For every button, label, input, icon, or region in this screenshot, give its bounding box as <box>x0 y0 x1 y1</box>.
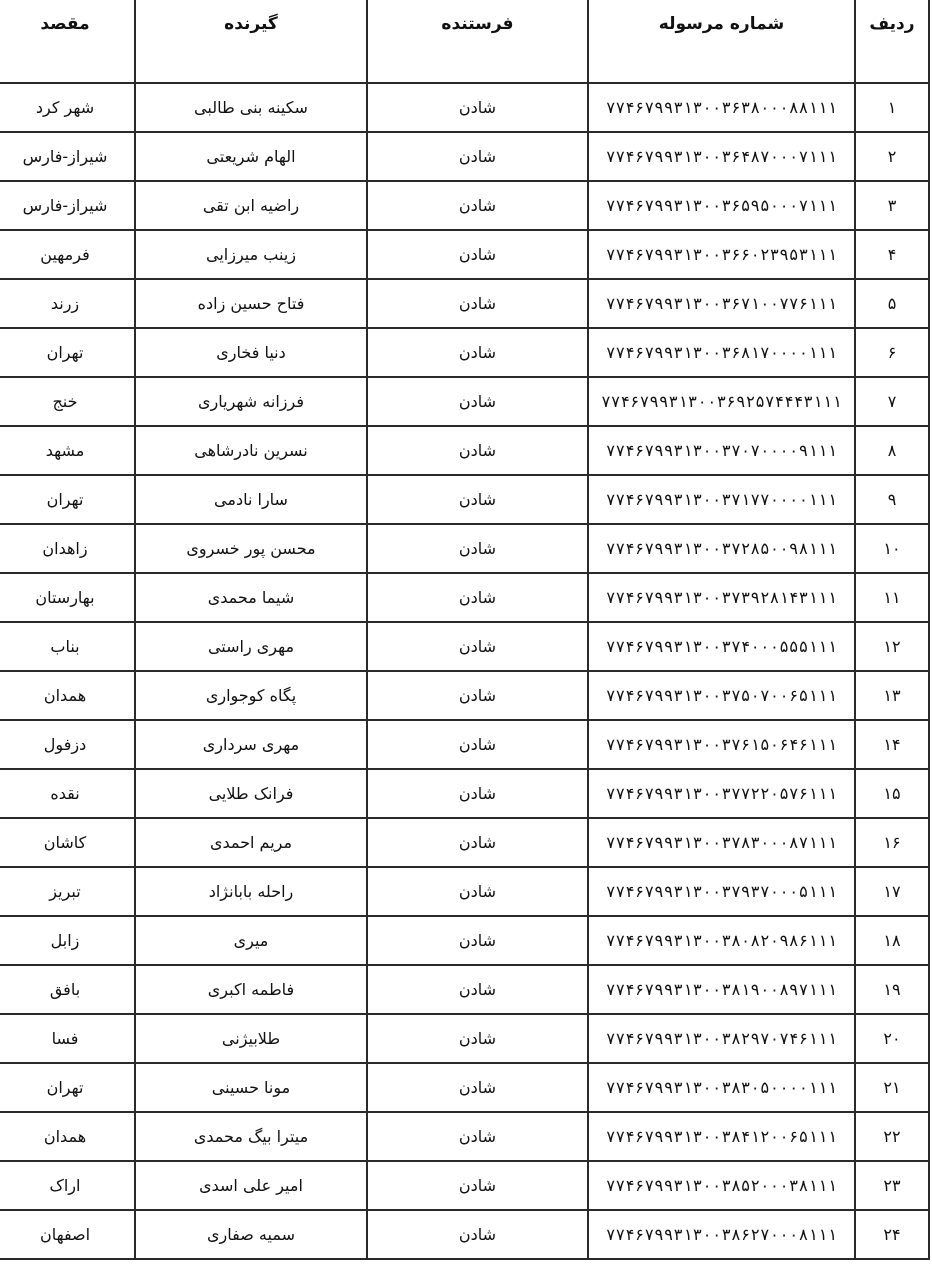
destination-cell: بافق <box>0 965 135 1014</box>
destination-cell: نقده <box>0 769 135 818</box>
tracking-number-cell: ۷۷۴۶۷۹۹۳۱۳۰۰۳۸۳۰۵۰۰۰۰۱۱۱ <box>588 1063 855 1112</box>
recipient-cell: میری <box>135 916 367 965</box>
tracking-number-cell: ۷۷۴۶۷۹۹۳۱۳۰۰۳۷۵۰۷۰۰۶۵۱۱۱ <box>588 671 855 720</box>
table-row <box>0 867 929 916</box>
table-row <box>0 426 929 475</box>
tracking-number-cell: ۷۷۴۶۷۹۹۳۱۳۰۰۳۶۸۱۷۰۰۰۰۱۱۱ <box>588 328 855 377</box>
sender-cell: شادن <box>367 720 588 769</box>
sender-cell: شادن <box>367 622 588 671</box>
recipient-cell: سکینه بنی طالبی <box>135 83 367 132</box>
destination-cell: بناب <box>0 622 135 671</box>
sender-cell: شادن <box>367 524 588 573</box>
destination-cell: فسا <box>0 1014 135 1063</box>
tracking-number-cell: ۷۷۴۶۷۹۹۳۱۳۰۰۳۶۷۱۰۰۷۷۶۱۱۱ <box>588 279 855 328</box>
row-index-cell: ۱۰ <box>855 524 929 573</box>
tracking-number-cell: ۷۷۴۶۷۹۹۳۱۳۰۰۳۸۰۸۲۰۹۸۶۱۱۱ <box>588 916 855 965</box>
tracking-number-cell: ۷۷۴۶۷۹۹۳۱۳۰۰۳۷۸۳۰۰۰۸۷۱۱۱ <box>588 818 855 867</box>
sender-cell: شادن <box>367 573 588 622</box>
destination-cell: شیراز-فارس <box>0 181 135 230</box>
tracking-number-cell: ۷۷۴۶۷۹۹۳۱۳۰۰۳۸۴۱۲۰۰۶۵۱۱۱ <box>588 1112 855 1161</box>
table-row <box>0 1161 929 1210</box>
row-index-cell: ۲۰ <box>855 1014 929 1063</box>
row-index-cell: ۱۵ <box>855 769 929 818</box>
table-row <box>0 328 929 377</box>
tracking-number-cell: ۷۷۴۶۷۹۹۳۱۳۰۰۳۸۲۹۷۰۷۴۶۱۱۱ <box>588 1014 855 1063</box>
recipient-cell: زینب میرزایی <box>135 230 367 279</box>
sender-cell: شادن <box>367 671 588 720</box>
row-index-cell: ۷ <box>855 377 929 426</box>
row-index-cell: ۱۲ <box>855 622 929 671</box>
sender-cell: شادن <box>367 377 588 426</box>
destination-cell: تهران <box>0 328 135 377</box>
tracking-number-cell: ۷۷۴۶۷۹۹۳۱۳۰۰۳۶۹۲۵۷۴۴۴۳۱۱۱ <box>588 377 855 426</box>
tracking-number-cell: ۷۷۴۶۷۹۹۳۱۳۰۰۳۷۳۹۲۸۱۴۳۱۱۱ <box>588 573 855 622</box>
table-row <box>0 916 929 965</box>
tracking-number-cell: ۷۷۴۶۷۹۹۳۱۳۰۰۳۷۹۳۷۰۰۰۵۱۱۱ <box>588 867 855 916</box>
recipient-cell: محسن پور خسروی <box>135 524 367 573</box>
tracking-number-cell: ۷۷۴۶۷۹۹۳۱۳۰۰۳۷۱۷۷۰۰۰۰۱۱۱ <box>588 475 855 524</box>
recipient-cell: نسرین نادرشاهی <box>135 426 367 475</box>
destination-cell: تهران <box>0 1063 135 1112</box>
recipient-cell: دنیا فخاری <box>135 328 367 377</box>
sender-cell: شادن <box>367 769 588 818</box>
recipient-cell: شیما محمدی <box>135 573 367 622</box>
sender-cell: شادن <box>367 279 588 328</box>
destination-cell: همدان <box>0 671 135 720</box>
tracking-number-cell: ۷۷۴۶۷۹۹۳۱۳۰۰۳۶۶۰۲۳۹۵۳۱۱۱ <box>588 230 855 279</box>
destination-cell: اصفهان <box>0 1210 135 1259</box>
tracking-number-cell: ۷۷۴۶۷۹۹۳۱۳۰۰۳۸۵۲۰۰۰۳۸۱۱۱ <box>588 1161 855 1210</box>
sender-cell: شادن <box>367 426 588 475</box>
row-index-cell: ۶ <box>855 328 929 377</box>
tracking-number-cell: ۷۷۴۶۷۹۹۳۱۳۰۰۳۷۶۱۵۰۶۴۶۱۱۱ <box>588 720 855 769</box>
destination-cell: بهارستان <box>0 573 135 622</box>
recipient-cell: سمیه صفاری <box>135 1210 367 1259</box>
recipient-cell: امیر علی اسدی <box>135 1161 367 1210</box>
table-row <box>0 671 929 720</box>
sender-cell: شادن <box>367 328 588 377</box>
destination-cell: زرند <box>0 279 135 328</box>
sender-cell: شادن <box>367 1063 588 1112</box>
row-index-cell: ۵ <box>855 279 929 328</box>
row-index-cell: ۱۳ <box>855 671 929 720</box>
row-index-cell: ۴ <box>855 230 929 279</box>
recipient-cell: راحله بابانژاد <box>135 867 367 916</box>
table-row <box>0 573 929 622</box>
sender-cell: شادن <box>367 230 588 279</box>
row-index-cell: ۲۳ <box>855 1161 929 1210</box>
row-index-cell: ۹ <box>855 475 929 524</box>
recipient-cell: فاطمه اکبری <box>135 965 367 1014</box>
row-index-cell: ۱۴ <box>855 720 929 769</box>
tracking-number-cell: ۷۷۴۶۷۹۹۳۱۳۰۰۳۷۴۰۰۰۵۵۵۱۱۱ <box>588 622 855 671</box>
tracking-number-cell: ۷۷۴۶۷۹۹۳۱۳۰۰۳۷۷۲۲۰۵۷۶۱۱۱ <box>588 769 855 818</box>
header-destination: مقصد <box>0 0 135 83</box>
sender-cell: شادن <box>367 181 588 230</box>
header-row-index: ردیف <box>855 0 929 83</box>
recipient-cell: پگاه کوجواری <box>135 671 367 720</box>
recipient-cell: سارا نادمی <box>135 475 367 524</box>
recipient-cell: فتاح حسین زاده <box>135 279 367 328</box>
table-row <box>0 524 929 573</box>
table-row <box>0 230 929 279</box>
table-row <box>0 132 929 181</box>
destination-cell: مشهد <box>0 426 135 475</box>
tracking-number-cell: ۷۷۴۶۷۹۹۳۱۳۰۰۳۷۲۸۵۰۰۹۸۱۱۱ <box>588 524 855 573</box>
recipient-cell: طلابیژنی <box>135 1014 367 1063</box>
table-row <box>0 769 929 818</box>
sender-cell: شادن <box>367 818 588 867</box>
destination-cell: کاشان <box>0 818 135 867</box>
row-index-cell: ۱۷ <box>855 867 929 916</box>
sender-cell: شادن <box>367 132 588 181</box>
header-row <box>0 0 929 83</box>
row-index-cell: ۲۲ <box>855 1112 929 1161</box>
sender-cell: شادن <box>367 916 588 965</box>
table-row <box>0 720 929 769</box>
sender-cell: شادن <box>367 83 588 132</box>
sender-cell: شادن <box>367 867 588 916</box>
destination-cell: شیراز-فارس <box>0 132 135 181</box>
row-index-cell: ۸ <box>855 426 929 475</box>
table-row <box>0 622 929 671</box>
row-index-cell: ۲۱ <box>855 1063 929 1112</box>
tracking-number-cell: ۷۷۴۶۷۹۹۳۱۳۰۰۳۶۳۸۰۰۰۸۸۱۱۱ <box>588 83 855 132</box>
table-row <box>0 83 929 132</box>
recipient-cell: مهری راستی <box>135 622 367 671</box>
table-row <box>0 1063 929 1112</box>
sender-cell: شادن <box>367 1210 588 1259</box>
destination-cell: اراک <box>0 1161 135 1210</box>
sender-cell: شادن <box>367 1014 588 1063</box>
sender-cell: شادن <box>367 965 588 1014</box>
destination-cell: شهر کرد <box>0 83 135 132</box>
tracking-number-cell: ۷۷۴۶۷۹۹۳۱۳۰۰۳۷۰۷۰۰۰۰۹۱۱۱ <box>588 426 855 475</box>
recipient-cell: فرانک طلایی <box>135 769 367 818</box>
destination-cell: فرمهین <box>0 230 135 279</box>
recipient-cell: مونا حسینی <box>135 1063 367 1112</box>
recipient-cell: راضیه ابن تقی <box>135 181 367 230</box>
destination-cell: تهران <box>0 475 135 524</box>
sender-cell: شادن <box>367 1161 588 1210</box>
sender-cell: شادن <box>367 475 588 524</box>
recipient-cell: مریم احمدی <box>135 818 367 867</box>
row-index-cell: ۱۱ <box>855 573 929 622</box>
table-row <box>0 965 929 1014</box>
tracking-number-cell: ۷۷۴۶۷۹۹۳۱۳۰۰۳۸۱۹۰۰۸۹۷۱۱۱ <box>588 965 855 1014</box>
row-index-cell: ۱۸ <box>855 916 929 965</box>
tracking-number-cell: ۷۷۴۶۷۹۹۳۱۳۰۰۳۶۵۹۵۰۰۰۷۱۱۱ <box>588 181 855 230</box>
recipient-cell: میترا بیگ محمدی <box>135 1112 367 1161</box>
header-tracking-number: شماره مرسوله <box>588 0 855 83</box>
destination-cell: دزفول <box>0 720 135 769</box>
row-index-cell: ۲۴ <box>855 1210 929 1259</box>
table-row <box>0 181 929 230</box>
tracking-number-cell: ۷۷۴۶۷۹۹۳۱۳۰۰۳۶۴۸۷۰۰۰۷۱۱۱ <box>588 132 855 181</box>
tracking-number-cell: ۷۷۴۶۷۹۹۳۱۳۰۰۳۸۶۲۷۰۰۰۸۱۱۱ <box>588 1210 855 1259</box>
table-row <box>0 818 929 867</box>
row-index-cell: ۱۹ <box>855 965 929 1014</box>
table-row <box>0 377 929 426</box>
row-index-cell: ۱۶ <box>855 818 929 867</box>
header-sender: فرستنده <box>367 0 588 83</box>
recipient-cell: فرزانه شهریاری <box>135 377 367 426</box>
table-row <box>0 475 929 524</box>
destination-cell: زابل <box>0 916 135 965</box>
table-row <box>0 1112 929 1161</box>
recipient-cell: الهام شریعتی <box>135 132 367 181</box>
destination-cell: همدان <box>0 1112 135 1161</box>
row-index-cell: ۱ <box>855 83 929 132</box>
header-recipient: گیرنده <box>135 0 367 83</box>
table-body <box>0 83 929 1259</box>
table-row <box>0 279 929 328</box>
destination-cell: زاهدان <box>0 524 135 573</box>
row-index-cell: ۳ <box>855 181 929 230</box>
table-row <box>0 1014 929 1063</box>
row-index-cell: ۲ <box>855 132 929 181</box>
destination-cell: تبریز <box>0 867 135 916</box>
table-row <box>0 1210 929 1259</box>
destination-cell: خنج <box>0 377 135 426</box>
recipient-cell: مهری سرداری <box>135 720 367 769</box>
sender-cell: شادن <box>367 1112 588 1161</box>
